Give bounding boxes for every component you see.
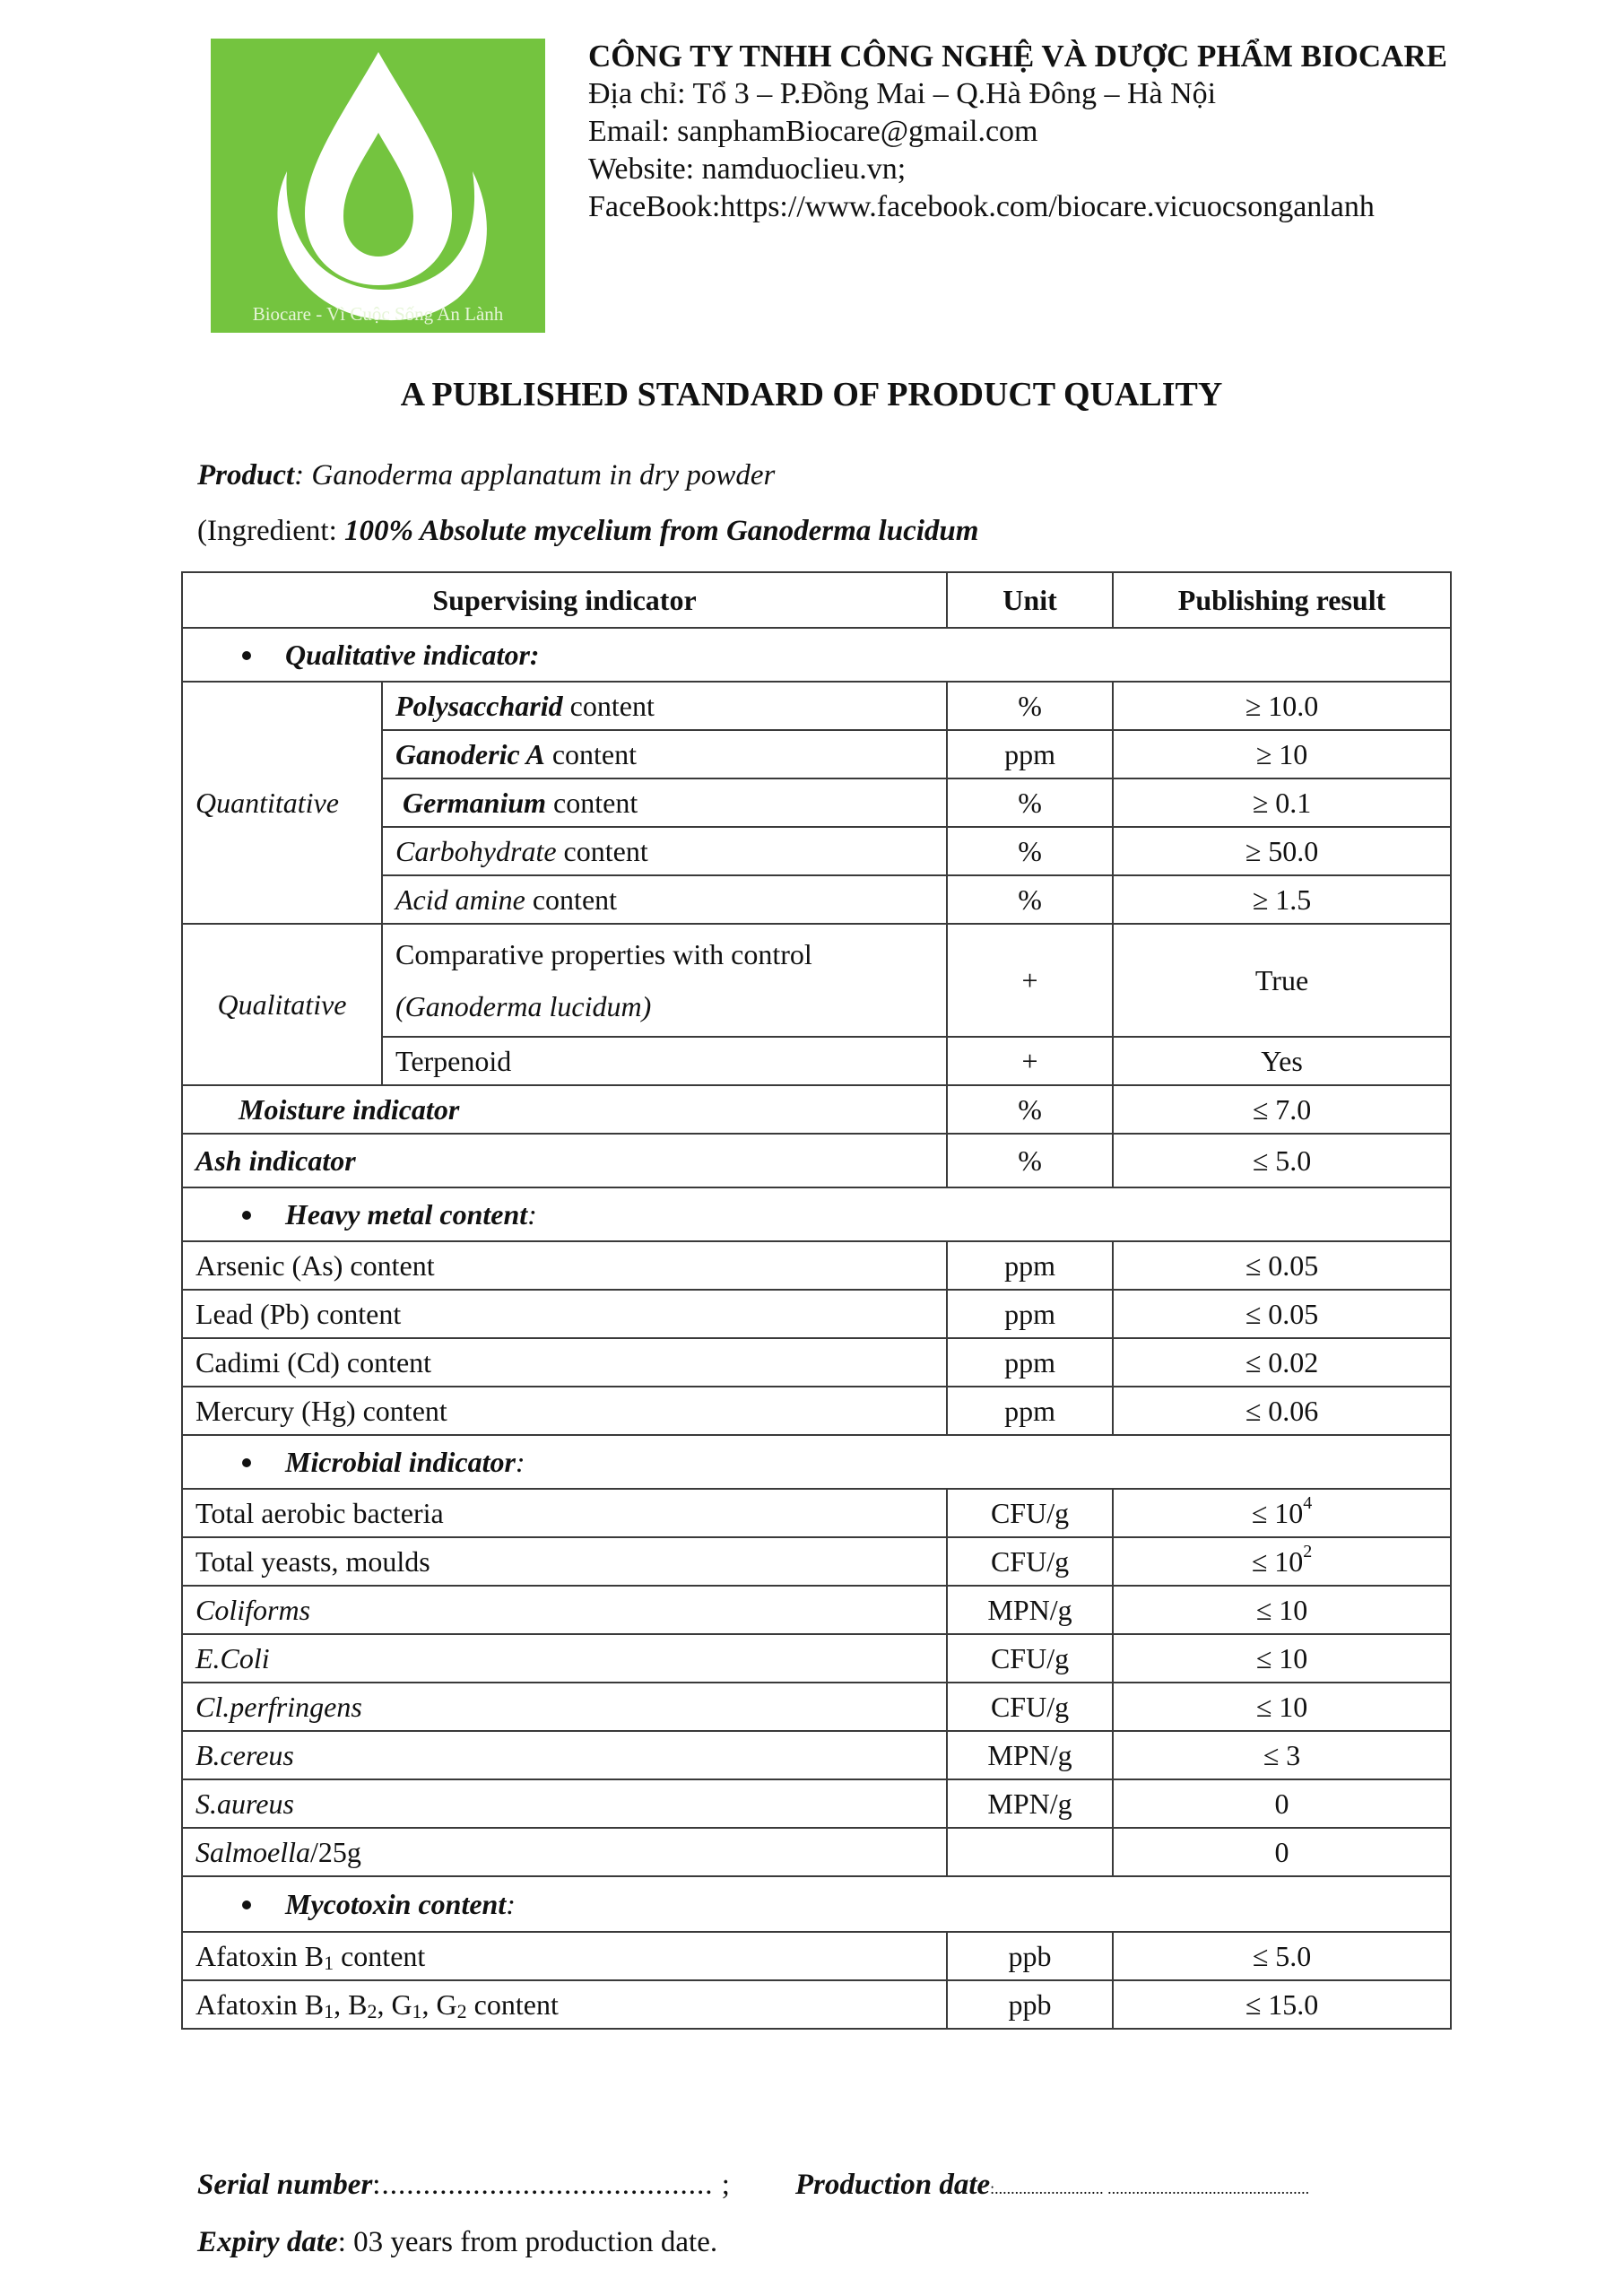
- table-row: [182, 1387, 1451, 1435]
- table-row: [182, 1731, 1451, 1779]
- table-row-moisture: [182, 1085, 1451, 1134]
- document-title: A PUBLISHED STANDARD OF PRODUCT QUALITY: [400, 376, 1223, 413]
- header-unit: Unit: [947, 572, 1113, 628]
- section-heavy-metal: [182, 1187, 1451, 1241]
- indicator-name: E.Coli: [182, 1634, 947, 1683]
- unit-cell: [947, 1828, 1113, 1876]
- section-label: Moisture indicator: [239, 1092, 460, 1126]
- section-microbial: [182, 1435, 1451, 1489]
- expiry-label: Expiry date: [197, 2226, 338, 2258]
- indicator-name: Total aerobic bacteria: [182, 1489, 947, 1537]
- result-cell: ≤ 0.05: [1113, 1290, 1451, 1338]
- table-row: [182, 1290, 1451, 1338]
- table-row: [182, 1683, 1451, 1731]
- water-drop-logo-icon: [211, 39, 545, 333]
- company-email: Email: sanphamBiocare@gmail.com: [588, 115, 1038, 148]
- indicator-name: [182, 1980, 947, 2029]
- indicator-name: Lead (Pb) content: [182, 1290, 947, 1338]
- unit-cell: MPN/g: [947, 1586, 1113, 1634]
- table-row: [182, 1932, 1451, 1980]
- result-exponent: 2: [1303, 1541, 1313, 1561]
- unit-cell: %: [947, 778, 1113, 827]
- indicator-name-em: Salmoella: [195, 1835, 310, 1868]
- table-row: [182, 1489, 1451, 1537]
- product-value: Ganoderma applanatum in dry powder: [311, 459, 776, 491]
- ingredient-line: [197, 515, 978, 548]
- indicator-name-rest: content: [562, 689, 655, 722]
- product-sep: :: [294, 459, 312, 491]
- company-info: [588, 38, 1593, 226]
- indicator-name-rest: content: [525, 883, 618, 916]
- subscript: 1: [324, 1951, 334, 1974]
- subscript: 2: [456, 1999, 467, 2022]
- bullet-icon: [242, 1458, 251, 1467]
- result-cell: 0: [1113, 1828, 1451, 1876]
- expiry-line: [197, 2226, 717, 2259]
- unit-cell: MPN/g: [947, 1731, 1113, 1779]
- name-part: Afatoxin B: [195, 1939, 325, 1972]
- result-cell: ≤ 7.0: [1113, 1085, 1451, 1134]
- result-cell: ≤ 5.0: [1113, 1134, 1451, 1187]
- group-qualitative: Qualitative: [182, 924, 382, 1085]
- indicator-name-em: Acid amine: [395, 883, 525, 916]
- subscript: 1: [324, 1999, 334, 2022]
- result-cell: ≤ 5.0: [1113, 1932, 1451, 1980]
- production-date-label: Production date: [794, 2169, 991, 2201]
- table-header-row: [182, 572, 1451, 628]
- ingredient-value: 100% Absolute mycelium from Ganoderma lucidum: [344, 515, 979, 547]
- name-part: , G: [421, 1987, 457, 2021]
- unit-cell: ppm: [947, 1387, 1113, 1435]
- unit-cell: %: [947, 1085, 1113, 1134]
- company-address: Địa chỉ: Tổ 3 – P.Đồng Mai – Q.Hà Đông – Hà Nội: [588, 77, 1217, 110]
- table-row-ash: [182, 1134, 1451, 1187]
- indicator-name: Coliforms: [182, 1586, 947, 1634]
- indicator-name-em: Ganoderic A: [395, 737, 545, 770]
- result-cell: ≤ 10: [1113, 1634, 1451, 1683]
- unit-cell: CFU/g: [947, 1489, 1113, 1537]
- result-exponent: 4: [1303, 1492, 1313, 1513]
- result-base: ≤ 10: [1251, 1496, 1304, 1529]
- indicator-name: Total yeasts, moulds: [182, 1537, 947, 1586]
- result-cell: ≥ 50.0: [1113, 827, 1451, 875]
- result-cell: ≥ 1.5: [1113, 875, 1451, 924]
- section-colon: :: [527, 1197, 537, 1231]
- company-logo: [211, 39, 545, 333]
- serial-label: Serial number: [197, 2169, 373, 2201]
- section-colon: :: [515, 1445, 525, 1478]
- indicator-name-rest: content: [546, 786, 638, 819]
- result-cell: ≥ 10: [1113, 730, 1451, 778]
- table-row: [182, 1537, 1451, 1586]
- section-mycotoxin: [182, 1876, 1451, 1932]
- indicator-name: Cadimi (Cd) content: [182, 1338, 947, 1387]
- name-part: , B: [334, 1987, 368, 2021]
- company-name: CÔNG TY TNHH CÔNG NGHỆ VÀ DƯỢC PHẨM BIOCARE: [588, 39, 1448, 74]
- ingredient-label: (Ingredient:: [197, 515, 345, 547]
- table-row: [182, 1779, 1451, 1828]
- result-cell: True: [1113, 924, 1451, 1037]
- indicator-name: Mercury (Hg) content: [182, 1387, 947, 1435]
- indicator-name-rest: /25g: [309, 1835, 361, 1868]
- result-cell: ≥ 10.0: [1113, 682, 1451, 730]
- unit-cell: ppm: [947, 730, 1113, 778]
- indicator-name-rest: content: [544, 737, 637, 770]
- unit-cell: +: [947, 1037, 1113, 1085]
- company-website: Website: namduoclieu.vn;: [588, 152, 907, 186]
- section-label: Ash indicator: [195, 1144, 356, 1177]
- table-row: [182, 924, 1451, 1037]
- unit-cell: %: [947, 682, 1113, 730]
- logo-caption: Biocare - Vì Cuộc Sống An Lành: [252, 303, 504, 325]
- table-row: [182, 1634, 1451, 1683]
- result-cell: ≤ 0.02: [1113, 1338, 1451, 1387]
- product-line: [197, 459, 775, 492]
- group-quantitative: Quantitative: [182, 682, 382, 924]
- result-cell: 0: [1113, 1779, 1451, 1828]
- company-facebook: FaceBook:https://www.facebook.com/biocare.vicuocsonganlanh: [588, 190, 1375, 223]
- indicator-name-rest: content: [556, 834, 648, 867]
- indicator-name: Cl.perfringens: [182, 1683, 947, 1731]
- indicator-name: [182, 1932, 947, 1980]
- table-row: [182, 682, 1451, 730]
- indicator-name-em: Polysaccharid: [395, 689, 563, 722]
- result-cell: ≥ 0.1: [1113, 778, 1451, 827]
- bullet-icon: [242, 1211, 251, 1220]
- result-cell: ≤ 3: [1113, 1731, 1451, 1779]
- unit-cell: ppb: [947, 1980, 1113, 2029]
- unit-cell: ppm: [947, 1241, 1113, 1290]
- table-row: [182, 1980, 1451, 2029]
- section-qualitative-indicator: [182, 628, 1451, 682]
- section-colon: :: [506, 1887, 516, 1920]
- unit-cell: ppm: [947, 1338, 1113, 1387]
- unit-cell: ppb: [947, 1932, 1113, 1980]
- result-base: ≤ 10: [1251, 1544, 1304, 1578]
- result-cell: ≤ 10: [1113, 1586, 1451, 1634]
- result-cell: ≤ 0.05: [1113, 1241, 1451, 1290]
- serial-production-line: [197, 2169, 1309, 2202]
- unit-cell: CFU/g: [947, 1634, 1113, 1683]
- subscript: 2: [367, 1999, 378, 2022]
- indicator-name: Terpenoid: [382, 1037, 947, 1085]
- bullet-icon: [242, 651, 251, 660]
- table-row: [182, 1828, 1451, 1876]
- name-part: Afatoxin B: [195, 1987, 325, 2021]
- name-part: , G: [377, 1987, 412, 2021]
- result-cell: Yes: [1113, 1037, 1451, 1085]
- section-label: Microbial indicator: [285, 1445, 516, 1478]
- table-row: [182, 1586, 1451, 1634]
- production-date-field[interactable]: :........................... ..................................................: [990, 2179, 1310, 2197]
- name-part: content: [466, 1987, 559, 2021]
- indicator-name-em: Carbohydrate: [395, 834, 557, 867]
- indicator-name: B.cereus: [182, 1731, 947, 1779]
- header-result: Publishing result: [1113, 572, 1451, 628]
- result-cell: ≤ 0.06: [1113, 1387, 1451, 1435]
- table-row: [182, 1338, 1451, 1387]
- unit-cell: MPN/g: [947, 1779, 1113, 1828]
- header-indicator: Supervising indicator: [182, 572, 947, 628]
- result-cell: ≤ 10: [1113, 1683, 1451, 1731]
- name-part: content: [334, 1939, 426, 1972]
- expiry-value: : 03 years from production date.: [337, 2226, 718, 2258]
- unit-cell: CFU/g: [947, 1537, 1113, 1586]
- table-row: [182, 1241, 1451, 1290]
- section-label: Heavy metal content: [285, 1197, 528, 1231]
- section-label: Mycotoxin content: [285, 1887, 507, 1920]
- indicator-name-em: Germanium: [403, 786, 547, 819]
- section-label: Qualitative indicator:: [285, 638, 540, 671]
- result-cell: ≤ 15.0: [1113, 1980, 1451, 2029]
- indicator-line2: (Ganoderma lucidum): [395, 990, 652, 1022]
- product-label: Product: [197, 459, 295, 491]
- serial-field[interactable]: :........................................ ;: [372, 2169, 731, 2201]
- unit-cell: +: [947, 924, 1113, 1037]
- unit-cell: ppm: [947, 1290, 1113, 1338]
- indicator-name: Arsenic (As) content: [182, 1241, 947, 1290]
- bullet-icon: [242, 1900, 251, 1909]
- unit-cell: %: [947, 827, 1113, 875]
- unit-cell: %: [947, 875, 1113, 924]
- unit-cell: CFU/g: [947, 1683, 1113, 1731]
- indicator-name: S.aureus: [182, 1779, 947, 1828]
- subscript: 1: [412, 1999, 422, 2022]
- unit-cell: %: [947, 1134, 1113, 1187]
- quality-spec-table: [181, 571, 1452, 2030]
- indicator-line1: Comparative properties with control: [395, 938, 812, 970]
